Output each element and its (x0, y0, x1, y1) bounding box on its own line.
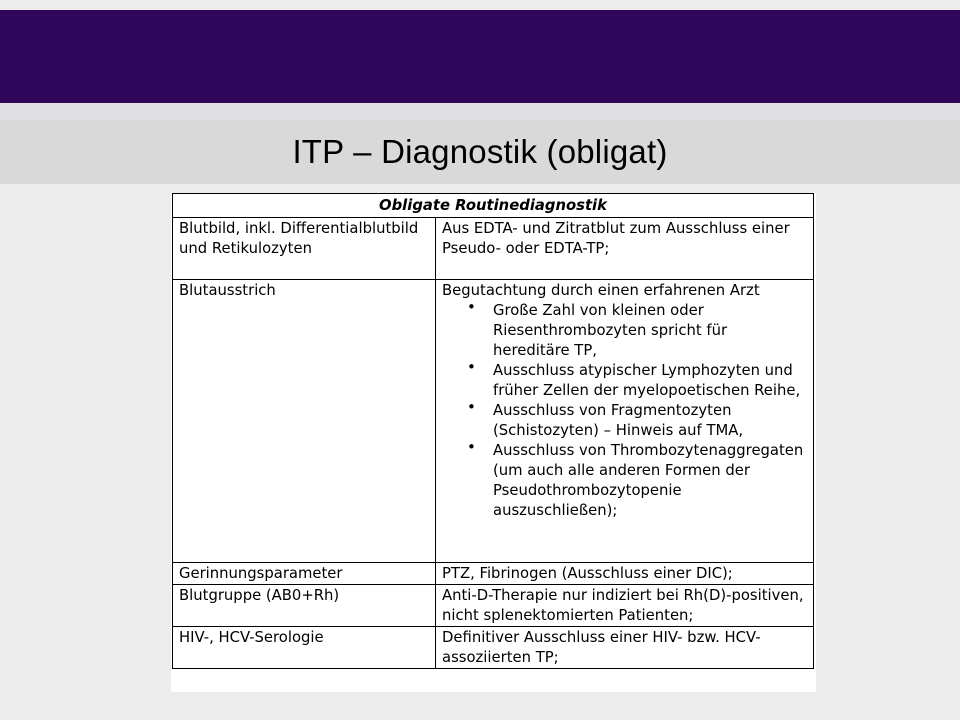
list-item-text: Ausschluss atypischer Lymphozyten und früher Zellen der myelopoetischen Reihe, (493, 362, 801, 399)
bullet-dot-icon: • (467, 298, 476, 316)
diagnostics-table-image (171, 193, 816, 692)
top-margin (0, 0, 960, 10)
bullet-dot-icon: • (467, 398, 476, 416)
table-row (173, 280, 814, 563)
banner-stripe (0, 103, 960, 120)
title-bar (0, 120, 960, 184)
bullet-dot-icon: • (467, 438, 476, 456)
row-label: Blutbild, inkl. Differentialblutbild und Retikulozyten (173, 218, 436, 280)
list-item (442, 358, 808, 401)
row-description: Anti-D-Therapie nur indiziert bei Rh(D)-positiven, nicht splenektomierten Patienten; (436, 585, 814, 627)
row-label: Gerinnungsparameter (173, 563, 436, 585)
row-description-intro: Begutachtung durch einen erfahrenen Arzt (442, 282, 760, 299)
row-description: PTZ, Fibrinogen (Ausschluss einer DIC); (436, 563, 814, 585)
list-item-text: Ausschluss von Fragmentozyten (Schistozyten) – Hinweis auf TMA, (493, 402, 744, 439)
table-row (173, 627, 814, 669)
row-label: HIV-, HCV-Serologie (173, 627, 436, 669)
table-row (173, 585, 814, 627)
row-label: Blutausstrich (173, 280, 436, 563)
row-description (436, 280, 814, 563)
table-row (173, 218, 814, 280)
list-item-text: Ausschluss von Thrombozytenaggregaten (um auch alle anderen Formen der Pseudothrombozytopenie auszuschließen); (493, 442, 804, 519)
slide-title: ITP – Diagnostik (obligat) (292, 132, 668, 170)
list-item (442, 438, 808, 521)
diagnostics-table (172, 193, 814, 669)
table-header: Obligate Routinediagnostik (173, 194, 814, 218)
row-description: Aus EDTA- und Zitratblut zum Ausschluss einer Pseudo- oder EDTA-TP; (436, 218, 814, 280)
table-header-row (173, 194, 814, 218)
bullet-dot-icon: • (467, 358, 476, 376)
table-row (173, 563, 814, 585)
row-label: Blutgruppe (AB0+Rh) (173, 585, 436, 627)
list-item-text: Große Zahl von kleinen oder Riesenthrombozyten spricht für hereditäre TP, (493, 302, 728, 359)
header-banner (0, 10, 960, 103)
row-description: Definitiver Ausschluss einer HIV- bzw. HCV-assoziierten TP; (436, 627, 814, 669)
list-item (442, 398, 808, 441)
bullet-list (442, 298, 808, 521)
list-item (442, 298, 808, 361)
